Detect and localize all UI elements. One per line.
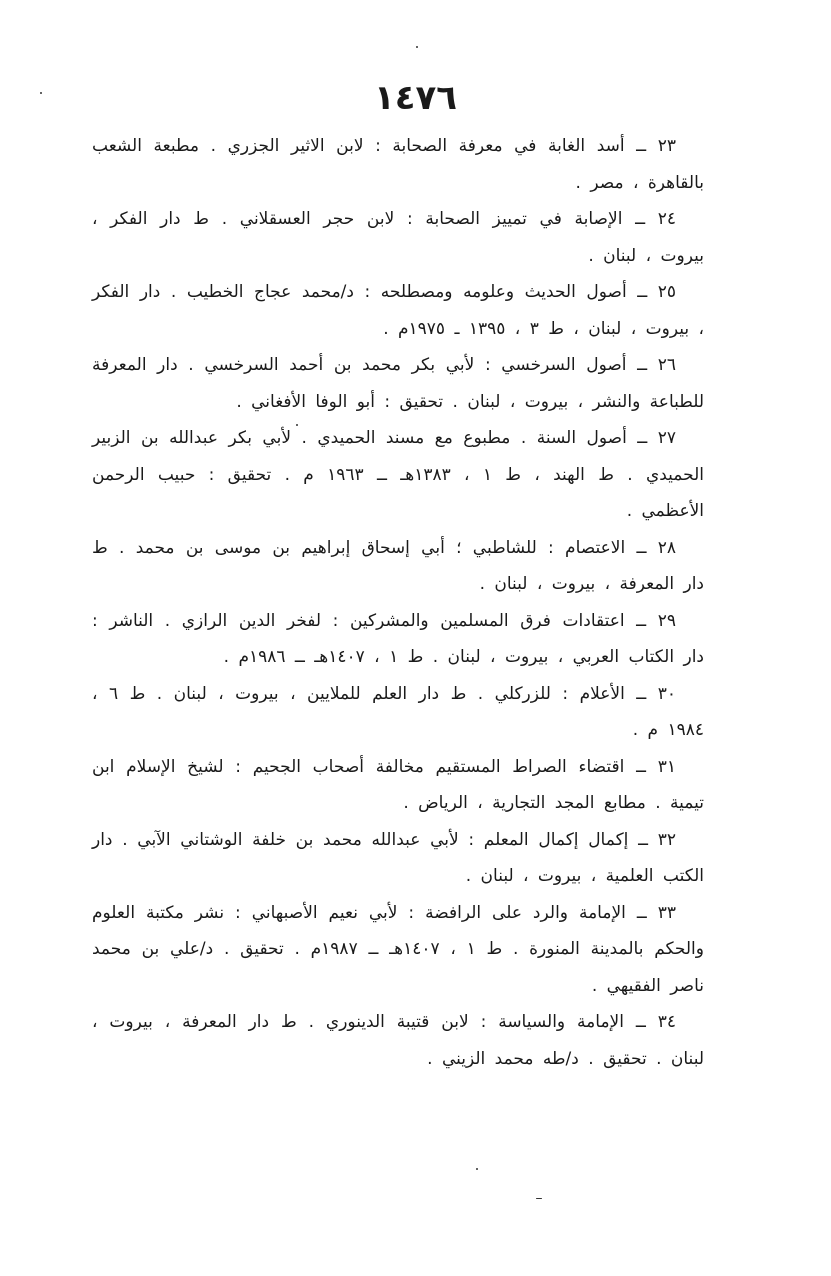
scan-speck	[296, 424, 298, 426]
scan-speck	[536, 1198, 542, 1199]
bibliography-entry-25: ٢٥ ــ أصول الحديث وعلومه ومصطلحه : د/محمد عجاج الخطيب . دار الفكر ، بيروت ، لبنان ، ط ٣ ، ١٣٩٥ ـ ١٩٧٥م .	[92, 282, 704, 339]
bibliography-entry-28: ٢٨ ــ الاعتصام : للشاطبي ؛ أبي إسحاق إبراهيم بن موسى بن محمد . ط دار المعرفة ، بيروت ، لبنان .	[92, 537, 704, 594]
bibliography-entry-27: ٢٧ ــ أصول السنة . مطبوع مع مسند الحميدي . لأبي بكر عبدالله بن الزبير الحميدي . ط الهند ، ط ١ ، ١٣٨٣هـ ــ ١٩٦٣ م . تحقيق : حبيب الرحمن الأعظمي .	[92, 428, 705, 521]
scan-speck	[476, 1168, 478, 1170]
bibliography-entry-34: ٣٤ ــ الإمامة والسياسة : لابن قتيبة الدينوري . ط دار المعرفة ، بيروت ، لبنان . تحقيق . د/طه محمد الزيني .	[92, 1012, 704, 1069]
bibliography-entry-26: ٢٦ ــ أصول السرخسي : لأبي بكر محمد بن أحمد السرخسي . دار المعرفة للطباعة والنشر ، بيروت ، لبنان . تحقيق : أبو الوفا الأفغاني .	[92, 355, 704, 412]
bibliography-entry-29: ٢٩ ــ اعتقادات فرق المسلمين والمشركين : لفخر الدين الرازي . الناشر : دار الكتاب العربي ، بيروت ، لبنان . ط ١ ، ١٤٠٧هـ ــ ١٩٨٦م .	[92, 610, 704, 667]
bibliography-entry-24: ٢٤ ــ الإصابة في تمييز الصحابة : لابن حجر العسقلاني . ط دار الفكر ، بيروت ، لبنان .	[92, 209, 704, 266]
bibliography-entry-23: ٢٣ ــ أسد الغابة في معرفة الصحابة : لابن الاثير الجزري . مطبعة الشعب بالقاهرة ، مصر .	[92, 136, 704, 193]
bibliography-entry-33: ٣٣ ــ الإمامة والرد على الرافضة : لأبي نعيم الأصبهاني : نشر مكتبة العلوم والحكم بالمدينة المنورة . ط ١ ، ١٤٠٧هـ ــ ١٩٨٧م . تحقيق . د/علي بن محمد ناصر الفقيهي .	[92, 902, 704, 996]
page-number: ١٤٧٦	[373, 78, 457, 118]
bibliography-list	[92, 128, 704, 1077]
bibliography-entry-32: ٣٢ ــ إكمال إكمال المعلم : لأبي عبدالله محمد بن خلفة الوشتاني الآبي . دار الكتب العلمية ، بيروت ، لبنان .	[92, 829, 704, 886]
scan-speck	[40, 92, 42, 94]
scan-speck	[416, 46, 418, 48]
bibliography-entry-30: ٣٠ ــ الأعلام : للزركلي . ط دار العلم للملايين ، بيروت ، لبنان . ط ٦ ، ١٩٨٤ م .	[92, 683, 704, 740]
bibliography-entry-31: ٣١ ــ اقتضاء الصراط المستقيم مخالفة أصحاب الجحيم : لشيخ الإسلام ابن تيمية . مطابع المجد التجارية ، الرياض .	[92, 756, 704, 813]
